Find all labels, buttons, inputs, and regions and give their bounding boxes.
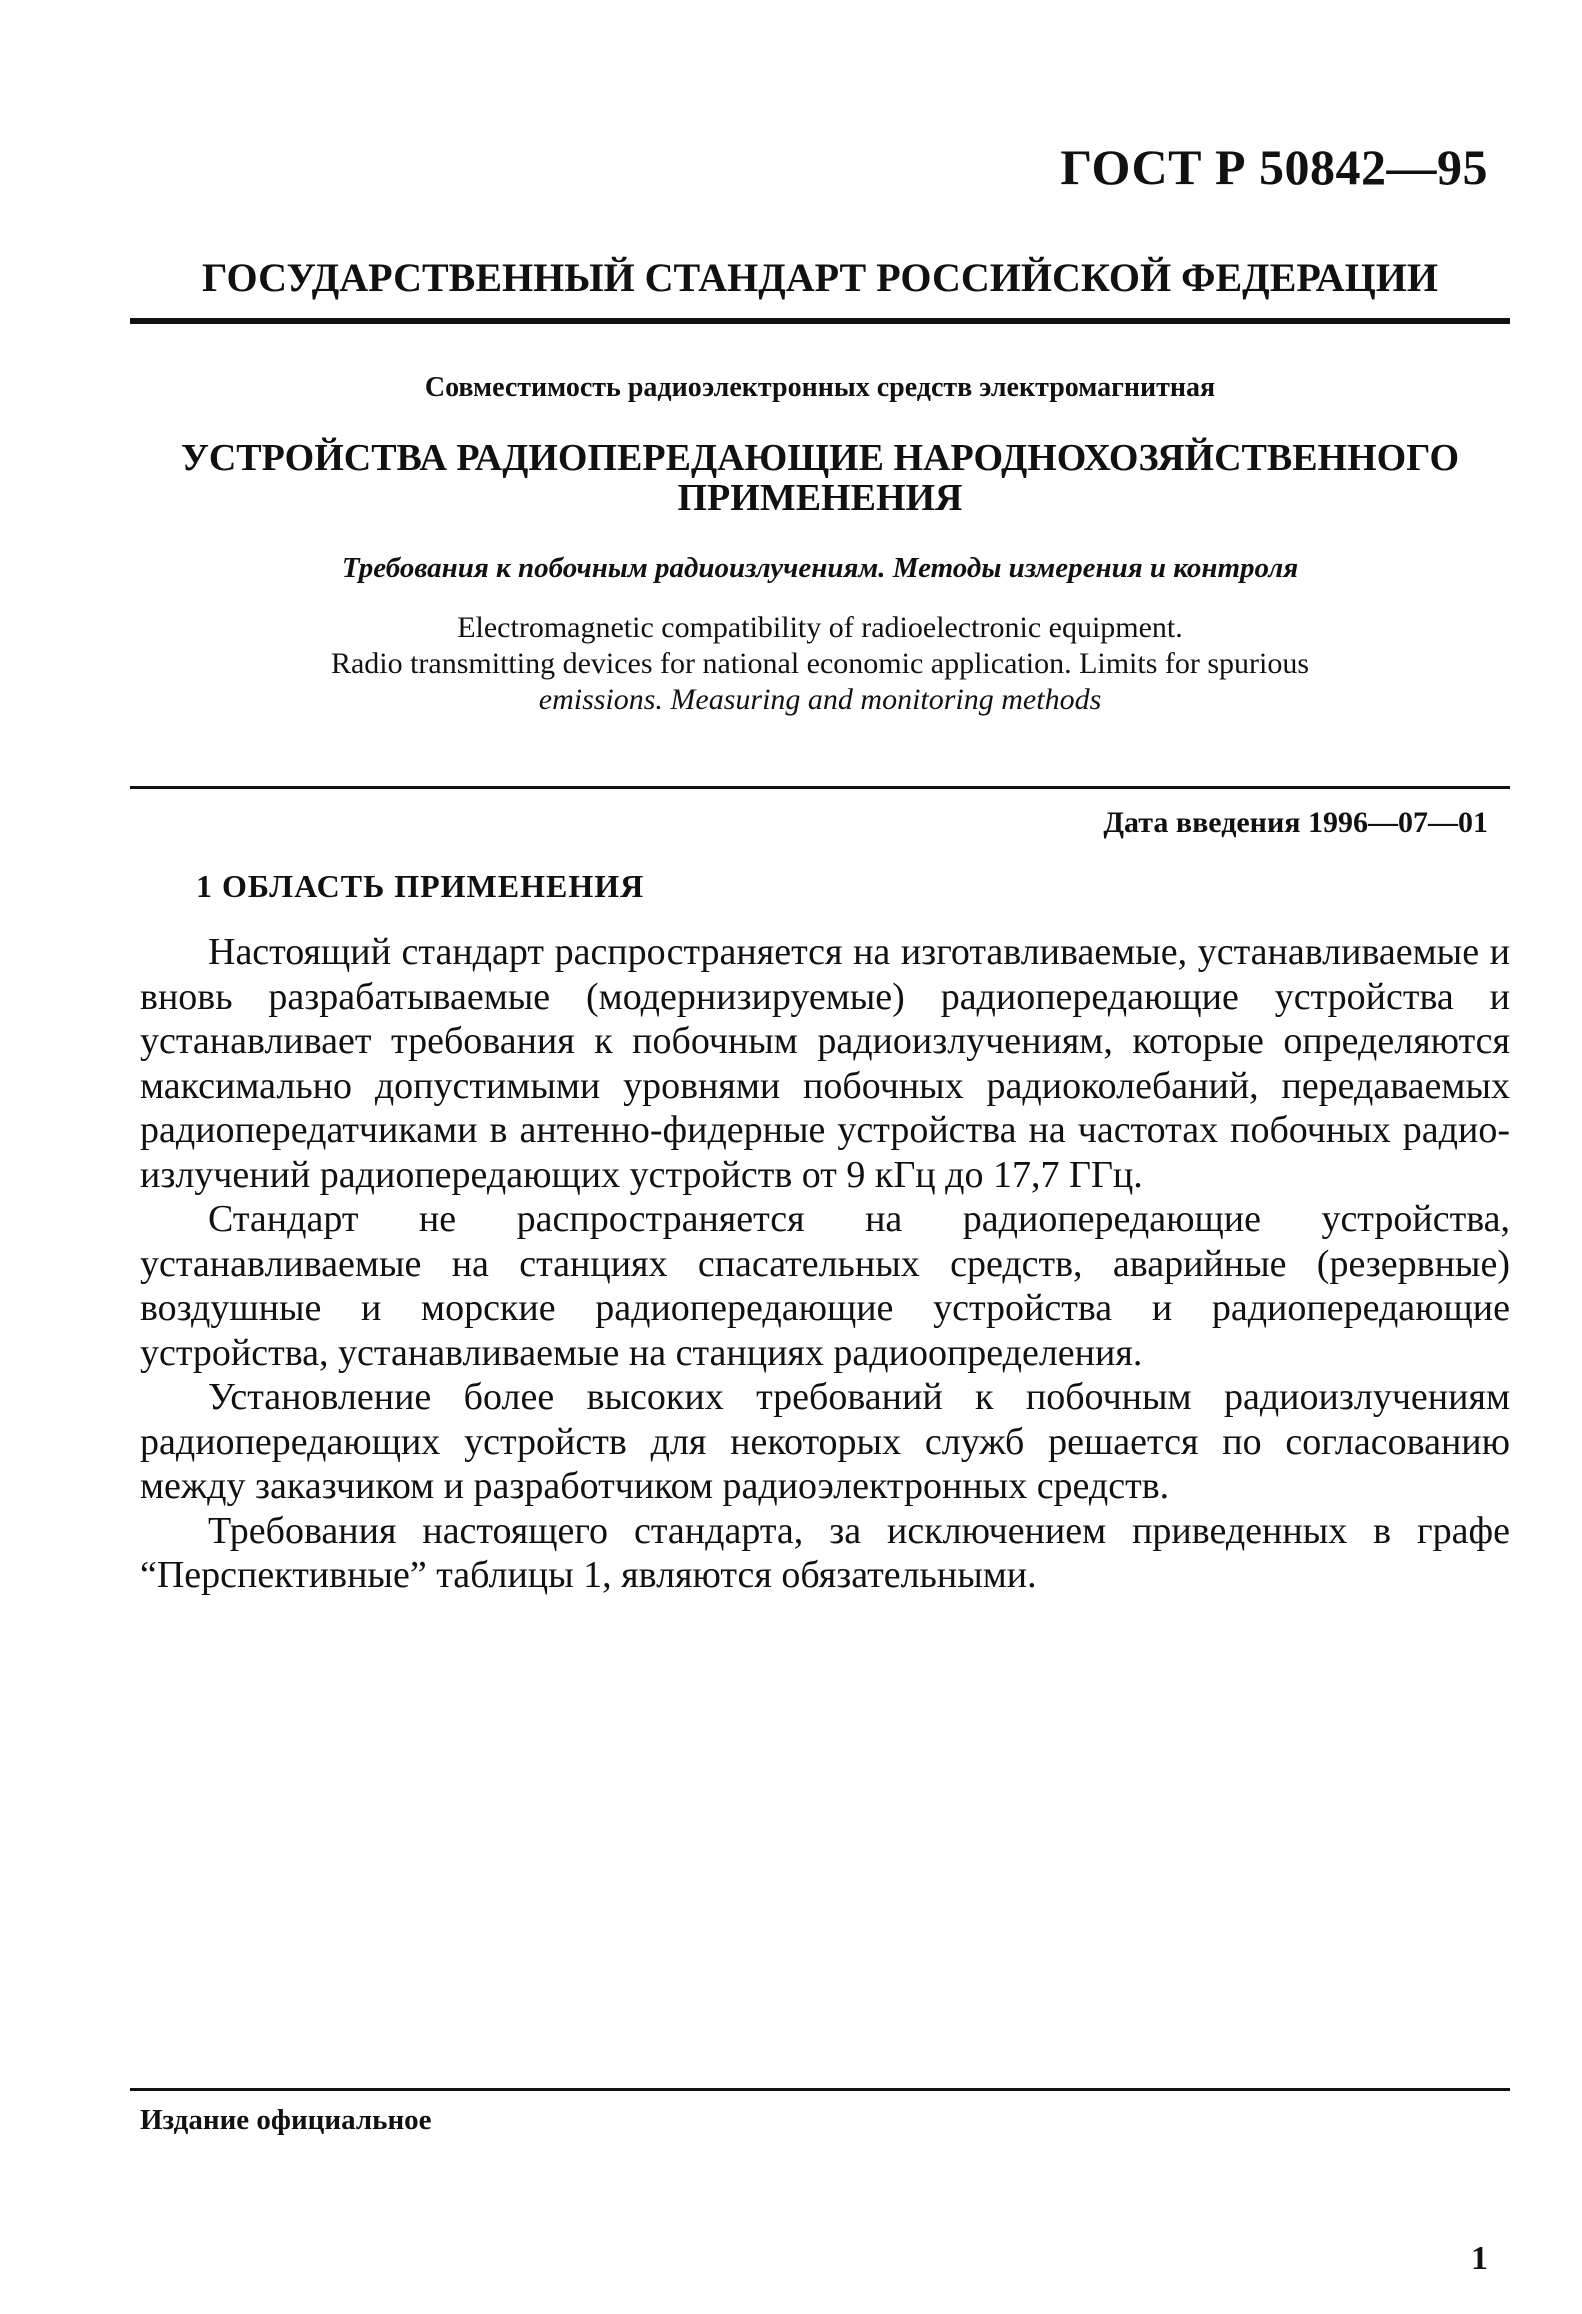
english-title-line-1: Electromagnetic compatibility of radioelectronic equipment. [457, 611, 1183, 644]
main-title-line-1: УСТРОЙСТВА РАДИОПЕРЕДАЮЩИЕ НАРОДНОХОЗЯЙСТВЕННОГО [180, 437, 1460, 479]
requirements-title: Требования к побочным радиоизлучениям. Методы измерения и контроля [341, 552, 1299, 584]
document-code: ГОСТ Р 50842—95 [1060, 139, 1488, 195]
subtitle: Совместимость радиоэлектронных средств электромагнитная [424, 372, 1216, 403]
edition-label: Издание официальное [140, 2104, 432, 2136]
english-title-line-3: emissions. Measuring and monitoring methods [538, 683, 1102, 716]
paragraph: Требования настоящего стандарта, за исключением приведенных в графе “Перспективные” таблицы 1, являются обязательными. [140, 1509, 1510, 1596]
paragraph: Установление более высоких требований к побочным радиоизлучениям радиопередающих устройств для некоторых служб решается по согласованию между заказчиком и разработчиком радиоэлектронных средств. [140, 1376, 1510, 1507]
main-title-line-2: ПРИМЕНЕНИЯ [677, 477, 963, 519]
section-body [140, 930, 1510, 1598]
bottom-divider [130, 2088, 1510, 2091]
middle-divider [130, 786, 1510, 789]
english-title [160, 610, 1480, 718]
page-number: 1 [1471, 2240, 1488, 2277]
state-standard-title: ГОСУДАРСТВЕННЫЙ СТАНДАРТ РОССИЙСКОЙ ФЕДЕРАЦИИ [202, 255, 1438, 300]
section-heading: 1 ОБЛАСТЬ ПРИМЕНЕНИЯ [196, 868, 645, 904]
paragraph: Настоящий стандарт распространяется на изготавливаемые, устанавливаемые и вновь разрабатываемые (модернизируемые) радиопередающие устройства и устанавливает требования к побочным радиоизлучениям, которые определяются максимально допустимыми уровнями побочных радиоколебаний, передаваемых радиопередатчиками в антенно-фидерные устройства на частотах побочных радиоизлучений радиопередающих устройств от 9 кГц до 17,7 ГГц. [140, 931, 1510, 1196]
main-title [130, 438, 1510, 518]
paragraph: Стандарт не распространяется на радиопередающие устройства, устанавливаемые на станциях спасательных средств, аварийные (резервные) воздушные и морские радиопередающие устройства и радиопередающие устройства, устанавливаемые на станциях радиоопределения. [140, 1198, 1510, 1374]
english-title-line-2: Radio transmitting devices for national economic application. Limits for spurious [330, 647, 1310, 680]
top-divider [130, 318, 1510, 324]
introduction-date: Дата введения 1996—07—01 [1103, 806, 1488, 839]
